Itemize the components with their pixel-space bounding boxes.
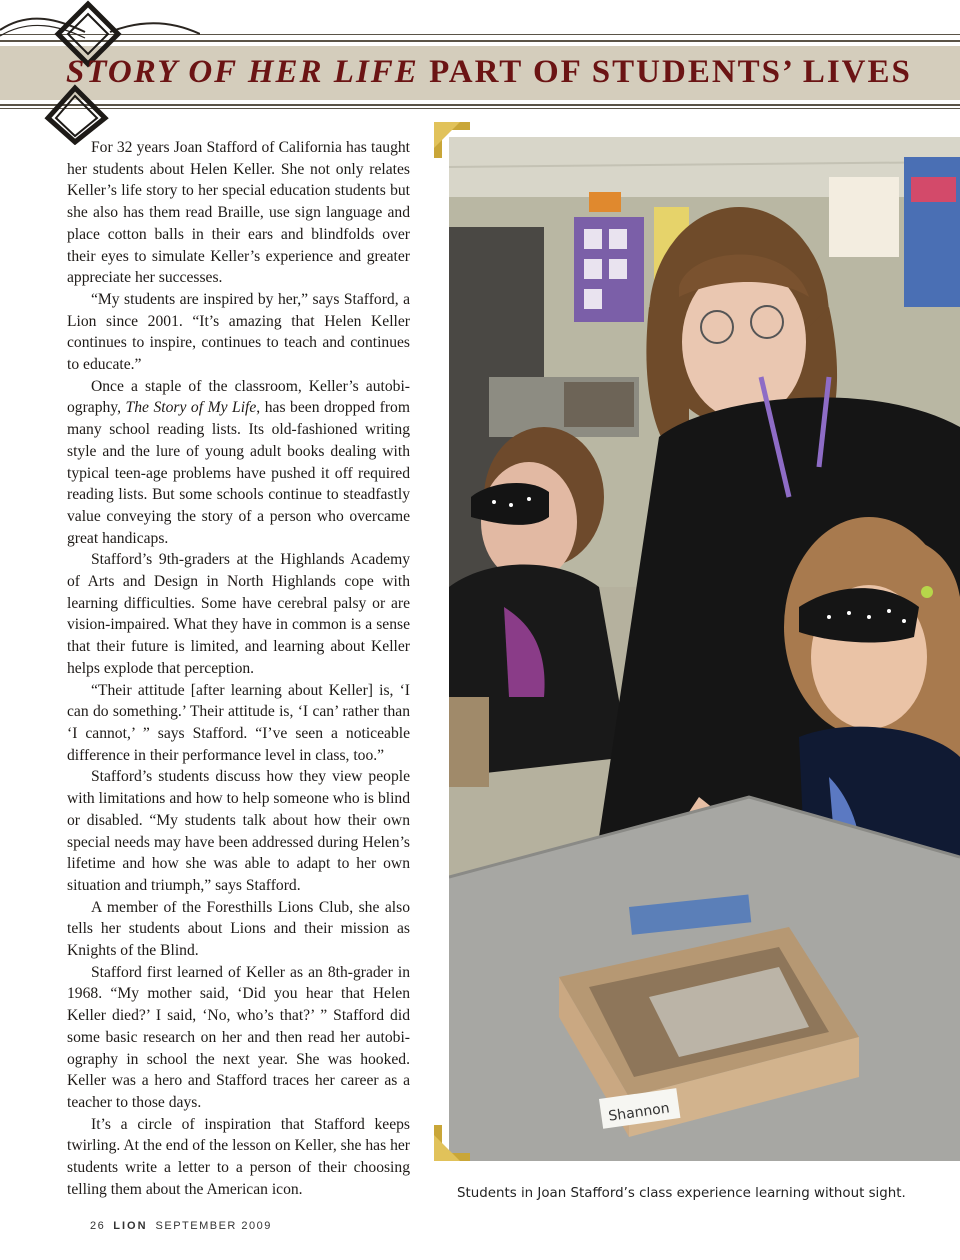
photo-caption: Students in Joan Stafford’s class experience learning without sight.: [457, 1186, 906, 1201]
article-paragraph-6: Stafford’s students discuss how they view people with limitations and how to help someone who is blind or disabled. “My students talk about how their own special needs may have been addressed during Helen’s lifetime and how she was able to adapt to her own situation and triumph,” says Stafford.: [67, 768, 410, 894]
gold-corner-top-left-icon: [434, 122, 470, 158]
headline-rest: PART OF STUDENTS’ LIVES: [418, 54, 912, 90]
article-paragraph-2: “My students are inspired by her,” says Stafford, a Lion since 2001. “It’s amazing that Helen Keller continues to inspire, continues to teach and continues to educate.”: [67, 290, 410, 374]
gold-corner-bottom-left-icon: [434, 1125, 470, 1161]
article-paragraph-5: “Their attitude [after learning about Keller] is, ‘I can do something.’ Their attitude is, ‘I can’ rather than ‘I cannot,’ ” says Stafford. “I’ve seen a noticeable difference in their performance level in class, too.”: [67, 681, 410, 764]
page-footer: [90, 1220, 272, 1232]
classroom-photo: [449, 137, 960, 1161]
magazine-name: LION: [113, 1220, 148, 1232]
p3-tail: , has been dropped from many school reading lists. Its old-fashioned writing style and the lure of young adult books dealing with typical teen-age problems have pushed it off required reading lists. But some schools continue to steadfastly value conveying the story of a person who overcame great handicaps.: [67, 399, 410, 547]
p3-lead: Once a staple of the classroom, Keller’s autobiography,: [67, 377, 410, 417]
issue-date: SEPTEMBER 2009: [155, 1220, 272, 1232]
article-paragraph-3: [67, 376, 410, 550]
article-paragraph-4: Stafford’s 9th-graders at the Highlands Academy of Arts and Design in North Highlands cope with learning difficulties. Some have cerebral palsy or are vision-impaired. What they have in common is a sense that their future is limited, and learning about Keller helps explode that perception.: [67, 551, 410, 677]
book-title: The Story of My Life: [125, 399, 257, 417]
article-paragraph-9: It’s a circle of inspiration that Stafford keeps twirling. At the end of the lesson on Keller, she has her students write a letter to a person of their choosing telling them about the American icon.: [67, 1115, 410, 1198]
article-paragraph-7: A member of the Foresthills Lions Club, she also tells her students about Lions and their mission as Knights of the Blind.: [67, 898, 410, 960]
article-paragraph-8: Stafford first learned of Keller as an 8th-grader in 1968. “My mother said, ‘Did you hear that Helen Keller died?’ I said, ‘No, who’s that?’ ” Stafford did some basic research on her and then read her autobiography in school the next year. She was hooked. Keller was a hero and Stafford traces her career as a teacher to those days.: [67, 963, 410, 1111]
classroom-photo-illustration: [449, 137, 960, 1161]
page-number: 26: [90, 1220, 106, 1232]
headline-italic: STORY OF HER LIFE: [66, 54, 419, 90]
box-name-label: Shannon: [607, 1100, 671, 1125]
article-headline: [66, 52, 912, 92]
article-body: [67, 137, 410, 1200]
article-paragraph-1: For 32 years Joan Stafford of California has taught her students about Helen Keller. She not only relates Keller’s life story to her special education students but she also has them read Braille, use sign language and place cotton balls in their ears and blindfolds over their eyes to simulate Keller’s experience and greater appreciate her successes.: [67, 139, 410, 287]
